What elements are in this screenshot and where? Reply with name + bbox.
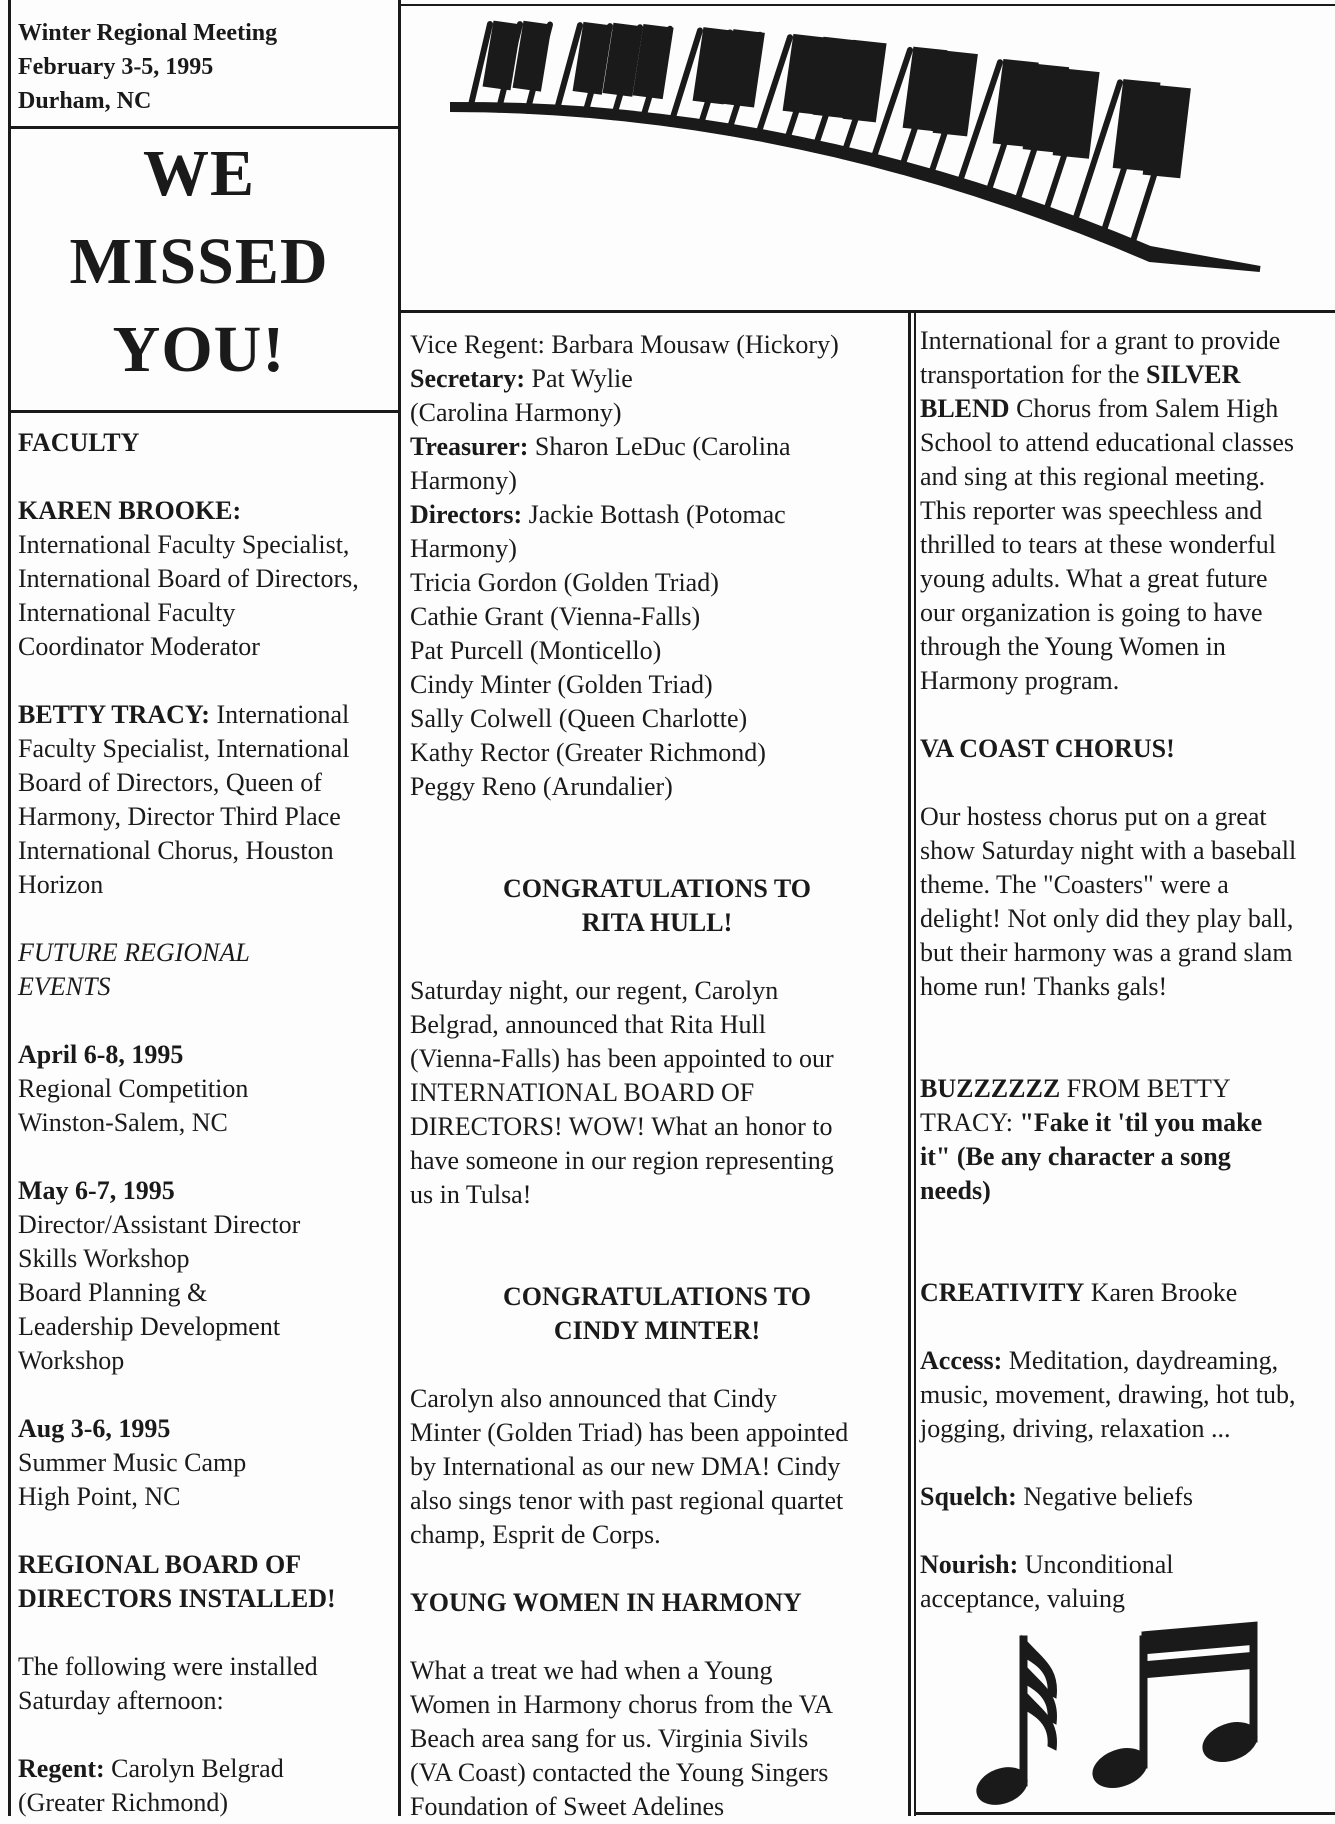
rita-line-7: us in Tulsa!: [410, 1180, 532, 1209]
director-item: Pat Purcell (Monticello): [410, 636, 662, 665]
cindy-line-2: Minter (Golden Triad) has been appointed: [410, 1418, 849, 1447]
faculty-heading: FACULTY: [18, 428, 140, 457]
access-label: Access:: [920, 1346, 1003, 1375]
buzz-line-2: TRACY: "Fake it 'til you make: [920, 1108, 1263, 1137]
left-column-divider: [398, 0, 401, 1816]
intl-line-10: through the Young Women in: [920, 632, 1226, 661]
director-item: Cindy Minter (Golden Triad): [410, 670, 713, 699]
nourish-line-2: acceptance, valuing: [920, 1584, 1125, 1613]
ywih-line-4: (VA Coast) contacted the Young Singers: [410, 1758, 829, 1787]
future-events-heading-2: EVENTS: [18, 972, 111, 1001]
regent-label: Regent:: [18, 1754, 105, 1783]
va-coast-heading: VA COAST CHORUS!: [920, 734, 1175, 763]
squelch-line: Squelch: Negative beliefs: [920, 1482, 1193, 1511]
installed-line-1: The following were installed: [18, 1652, 318, 1681]
betty-line-3: Board of Directors, Queen of: [18, 768, 322, 797]
middle-column-divider: [908, 312, 911, 1816]
betty-line-4: Harmony, Director Third Place: [18, 802, 341, 831]
va-line-4: delight! Not only did they play ball,: [920, 904, 1294, 933]
squelch-label: Squelch:: [920, 1482, 1017, 1511]
event-3-line-1: Summer Music Camp: [18, 1448, 247, 1477]
cindy-line-5: champ, Esprit de Corps.: [410, 1520, 661, 1549]
intl-line-5: and sing at this regional meeting.: [920, 462, 1266, 491]
secretary-line-2: (Carolina Harmony): [410, 398, 622, 427]
meeting-dates: February 3-5, 1995: [18, 54, 214, 80]
future-events-heading-1: FUTURE REGIONAL: [18, 938, 250, 967]
ywih-line-5: Foundation of Sweet Adelines: [410, 1792, 725, 1821]
rita-line-6: have someone in our region representing: [410, 1146, 834, 1175]
event-3-line-2: High Point, NC: [18, 1482, 181, 1511]
congrats-cindy-heading-2: CINDY MINTER!: [553, 1316, 761, 1345]
congrats-rita-heading-1: CONGRATULATIONS TO: [503, 874, 811, 903]
karen-line-2: International Board of Directors,: [18, 564, 359, 593]
creativity-heading: CREATIVITY: [920, 1278, 1085, 1307]
headline-line-2: MISSED: [69, 225, 329, 298]
beamed-note-stem-1: [1140, 1636, 1147, 1768]
meeting-title: Winter Regional Meeting: [18, 20, 278, 46]
meeting-location: Durham, NC: [18, 88, 152, 114]
left-column: [18, 426, 396, 1820]
access-line: Access: Meditation, daydreaming,: [920, 1346, 1279, 1375]
top-border: [400, 4, 1335, 6]
board-installed-heading-1: REGIONAL BOARD OF: [18, 1550, 302, 1579]
treasurer-line: Treasurer: Sharon LeDuc (Carolina: [410, 432, 791, 461]
director-item: Tricia Gordon (Golden Triad): [410, 568, 719, 597]
cindy-line-3: by International as our new DMA! Cindy: [410, 1452, 841, 1481]
note-beam: [1142, 1622, 1257, 1654]
betty-line-5: International Chorus, Houston: [18, 836, 334, 865]
creativity-line: CREATIVITY Karen Brooke: [920, 1278, 1238, 1307]
intl-line-3: BLEND Chorus from Salem High: [920, 394, 1279, 423]
nourish-line: Nourish: Unconditional: [920, 1550, 1174, 1579]
access-line-2: music, movement, drawing, hot tub,: [920, 1380, 1296, 1409]
board-installed-heading-2: DIRECTORS INSTALLED!: [18, 1584, 336, 1613]
silver-blend-1: SILVER: [1146, 360, 1241, 389]
betty-tracy-line-1: BETTY TRACY: International: [18, 700, 350, 729]
music-notes-illustration: [960, 1618, 1300, 1808]
ywih-line-2: Women in Harmony chorus from the VA: [410, 1690, 833, 1719]
event-1-date: April 6-8, 1995: [18, 1040, 184, 1069]
headline: [14, 130, 384, 394]
event-2-line-1: Director/Assistant Director: [18, 1210, 301, 1239]
young-women-heading: YOUNG WOMEN IN HARMONY: [410, 1588, 802, 1617]
buzz-line-1: BUZZZZZZ FROM BETTY: [920, 1074, 1231, 1103]
left-border: [8, 0, 11, 1816]
intl-line-11: Harmony program.: [920, 666, 1120, 695]
directors-line: Directors: Jackie Bottash (Potomac: [410, 500, 786, 529]
event-2-line-3: Board Planning &: [18, 1278, 208, 1307]
event-1-line-1: Regional Competition: [18, 1074, 249, 1103]
intl-line-4: School to attend educational classes: [920, 428, 1295, 457]
buzz-heading: BUZZZZZZ: [920, 1074, 1061, 1103]
right-column: [920, 324, 1332, 1616]
intl-line-2: transportation for the SILVER: [920, 360, 1241, 389]
rita-line-3: (Vienna-Falls) has been appointed to our: [410, 1044, 834, 1073]
director-item: Peggy Reno (Arundalier): [410, 772, 673, 801]
right-column-left-border: [914, 312, 916, 1816]
karen-line-3: International Faculty: [18, 598, 236, 627]
congrats-rita-heading-2: RITA HULL!: [581, 908, 733, 937]
access-line-3: jogging, driving, relaxation ...: [920, 1414, 1231, 1443]
cindy-line-4: also sings tenor with past regional quartet: [410, 1486, 844, 1515]
silver-blend-2: BLEND: [920, 394, 1010, 423]
va-line-3: theme. The "Coasters" were a: [920, 870, 1229, 899]
karen-line-1: International Faculty Specialist,: [18, 530, 350, 559]
regent-line-2: (Greater Richmond): [18, 1788, 229, 1817]
congrats-cindy-heading-1: CONGRATULATIONS TO: [503, 1282, 811, 1311]
director-item: Kathy Rector (Greater Richmond): [410, 738, 766, 767]
intl-line-6: This reporter was speechless and: [920, 496, 1263, 525]
intl-line-9: our organization is going to have: [920, 598, 1263, 627]
meeting-header: [18, 16, 393, 118]
va-line-6: home run! Thanks gals!: [920, 972, 1168, 1001]
rita-line-1: Saturday night, our regent, Carolyn: [410, 976, 779, 1005]
rita-line-5: DIRECTORS! WOW! What an honor to: [410, 1112, 833, 1141]
event-1-line-2: Winston-Salem, NC: [18, 1108, 228, 1137]
secretary-line: Secretary: Pat Wylie: [410, 364, 633, 393]
cindy-line-1: Carolyn also announced that Cindy: [410, 1384, 777, 1413]
intl-line-8: young adults. What a great future: [920, 564, 1268, 593]
buzz-line-4: needs): [920, 1176, 991, 1205]
karen-brooke-name: KAREN BROOKE:: [18, 496, 242, 525]
middle-column: [410, 328, 904, 1824]
directors-line-2: Harmony): [410, 534, 517, 563]
white-key-divider: [671, 30, 700, 123]
headline-box-divider: [8, 410, 400, 413]
event-3-date: Aug 3-6, 1995: [18, 1414, 171, 1443]
right-box-bottom-rule: [914, 1812, 1335, 1815]
buzz-line-3: it" (Be any character a song: [920, 1142, 1231, 1171]
secretary-label: Secretary:: [410, 364, 526, 393]
event-2-line-5: Workshop: [18, 1346, 125, 1375]
regent-line: Regent: Carolyn Belgrad: [18, 1754, 284, 1783]
director-item: Cathie Grant (Vienna-Falls): [410, 602, 701, 631]
headline-line-1: WE: [142, 137, 256, 210]
betty-line-2: Faculty Specialist, International: [18, 734, 350, 763]
karen-line-4: Coordinator Moderator: [18, 632, 260, 661]
event-2-line-4: Leadership Development: [18, 1312, 281, 1341]
treasurer-line-2: Harmony): [410, 466, 517, 495]
headline-line-3: YOU!: [112, 313, 286, 386]
header-box-divider: [8, 126, 400, 129]
betty-tracy-name: BETTY TRACY:: [18, 700, 210, 729]
rita-line-2: Belgrad, announced that Rita Hull: [410, 1010, 766, 1039]
intl-line-7: thrilled to tears at these wonderful: [920, 530, 1276, 559]
treasurer-label: Treasurer:: [410, 432, 529, 461]
event-2-line-2: Skills Workshop: [18, 1244, 190, 1273]
ywih-line-1: What a treat we had when a Young: [410, 1656, 773, 1685]
betty-line-6: Horizon: [18, 870, 104, 899]
intl-line-1: International for a grant to provide: [920, 326, 1281, 355]
va-line-5: but their harmony was a grand slam: [920, 938, 1293, 967]
va-line-1: Our hostess chorus put on a great: [920, 802, 1267, 831]
piano-keyboard-illustration: [450, 14, 1290, 314]
vice-regent-line: Vice Regent: Barbara Mousaw (Hickory): [410, 330, 839, 359]
director-item: Sally Colwell (Queen Charlotte): [410, 704, 748, 733]
event-2-date: May 6-7, 1995: [18, 1176, 175, 1205]
va-line-2: show Saturday night with a baseball: [920, 836, 1297, 865]
beamed-note-stem-2: [1250, 1630, 1257, 1742]
installed-line-2: Saturday afternoon:: [18, 1686, 224, 1715]
ywih-line-3: Beach area sang for us. Virginia Sivils: [410, 1724, 809, 1753]
rita-line-4: INTERNATIONAL BOARD OF: [410, 1078, 755, 1107]
nourish-label: Nourish:: [920, 1550, 1019, 1579]
directors-label: Directors:: [410, 500, 523, 529]
note-beam: [1142, 1652, 1257, 1678]
